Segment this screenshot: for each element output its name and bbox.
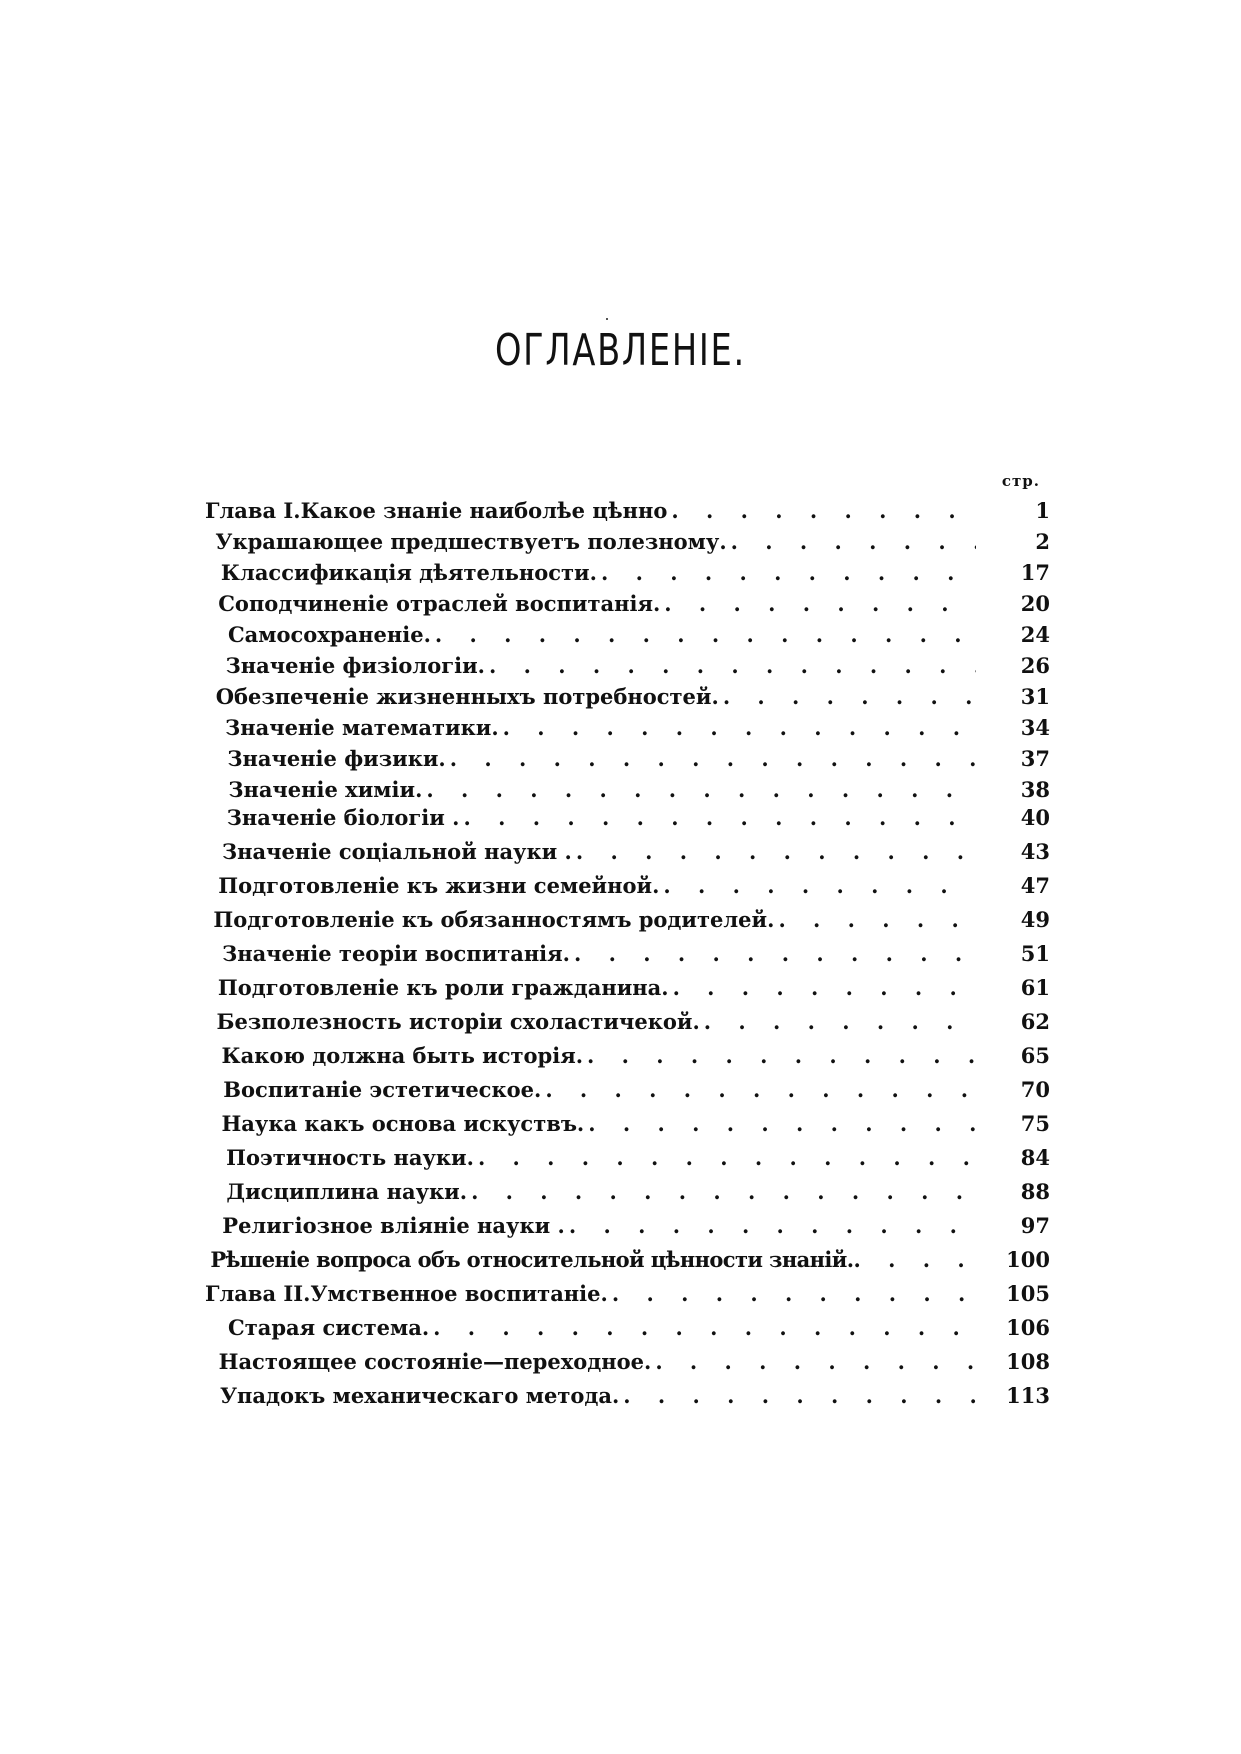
page-number: 34 bbox=[1020, 715, 1050, 740]
page-number: 17 bbox=[1020, 560, 1050, 585]
dot-leader bbox=[471, 1179, 976, 1204]
entry-title: Какою должна быть исторія. bbox=[221, 1043, 584, 1068]
toc-entry bbox=[205, 805, 1050, 837]
entry-title: Обезпеченіе жизненныхъ потребностей. bbox=[215, 684, 719, 709]
toc-entry bbox=[205, 746, 1050, 778]
page-number: 84 bbox=[1020, 1145, 1050, 1170]
page-number: 38 bbox=[1020, 777, 1050, 802]
dot-leader bbox=[655, 1349, 976, 1374]
dot-leader bbox=[489, 653, 976, 678]
dot-leader bbox=[433, 1315, 976, 1340]
toc-entry bbox=[205, 873, 1050, 905]
toc-entry bbox=[205, 1213, 1050, 1245]
chapter-label: Глава I. bbox=[205, 498, 301, 523]
dot-leader bbox=[545, 1077, 976, 1102]
page-number: 20 bbox=[1020, 591, 1050, 616]
dot-leader bbox=[587, 1043, 976, 1068]
dot-leader bbox=[435, 622, 976, 647]
dot-leader bbox=[601, 560, 976, 585]
toc-entry bbox=[205, 1179, 1050, 1211]
entry-title: Дисциплина науки. bbox=[226, 1179, 468, 1204]
page-number: 108 bbox=[1006, 1349, 1050, 1374]
page-number: 51 bbox=[1020, 941, 1050, 966]
toc-entry bbox=[205, 1111, 1050, 1143]
entry-title: Религіозное вліяніе науки . bbox=[222, 1213, 565, 1238]
toc-entry bbox=[205, 622, 1050, 654]
dot-leader bbox=[478, 1145, 976, 1170]
toc-entry bbox=[205, 1315, 1050, 1347]
dot-leader bbox=[588, 1111, 976, 1136]
toc-entry bbox=[205, 839, 1050, 871]
entry-title: Подготовленіе къ жизни семейной. bbox=[218, 873, 660, 898]
page-number: 43 bbox=[1020, 839, 1050, 864]
page-number: 37 bbox=[1020, 746, 1050, 771]
page-number: 65 bbox=[1020, 1043, 1050, 1068]
dot-leader bbox=[723, 684, 976, 709]
toc-entry bbox=[205, 1349, 1050, 1381]
entry-title: Значеніе физіологіи. bbox=[225, 653, 485, 678]
entry-title: Старая система. bbox=[228, 1315, 430, 1340]
page-number: 49 bbox=[1020, 907, 1050, 932]
entry-title: Значеніе соціальной науки . bbox=[221, 839, 572, 864]
page-number: 100 bbox=[1006, 1247, 1050, 1272]
dot-leader bbox=[569, 1213, 976, 1238]
toc-entry bbox=[205, 1145, 1050, 1177]
toc-entry bbox=[205, 715, 1050, 747]
page-number: 105 bbox=[1006, 1281, 1050, 1306]
toc-entry bbox=[205, 1281, 1050, 1313]
page-title: ОГЛАВЛЕНІЕ. bbox=[494, 325, 746, 376]
page-number: 47 bbox=[1020, 873, 1050, 898]
page-number: 70 bbox=[1020, 1077, 1050, 1102]
toc-entry bbox=[205, 560, 1050, 592]
page-number: 97 bbox=[1020, 1213, 1050, 1238]
page-number: 24 bbox=[1020, 622, 1050, 647]
entry-title: Значеніе біологіи . bbox=[226, 805, 460, 830]
page-number: 75 bbox=[1020, 1111, 1050, 1136]
page-number: 31 bbox=[1020, 684, 1050, 709]
entry-title: Рѣшеніе вопроса объ относительной цѣнности знаній. bbox=[210, 1247, 854, 1272]
entry-title: Классификація дѣятельности. bbox=[220, 560, 597, 585]
dot-leader bbox=[663, 873, 976, 898]
toc-entry bbox=[205, 1009, 1050, 1041]
toc-entry bbox=[205, 653, 1050, 685]
page-column-header: стр. bbox=[1001, 472, 1040, 490]
toc-entry bbox=[205, 1247, 1050, 1279]
toc-entry bbox=[205, 941, 1050, 973]
dot-leader bbox=[853, 1247, 980, 1272]
dot-leader bbox=[673, 975, 976, 1000]
entry-title: Самосохраненіе. bbox=[227, 622, 431, 647]
page-number: 106 bbox=[1006, 1315, 1050, 1340]
entry-title: Настоящее состояніе—переходное. bbox=[218, 1349, 652, 1374]
toc-entry bbox=[205, 498, 1050, 530]
dot-leader bbox=[778, 907, 976, 932]
page-number: 62 bbox=[1020, 1009, 1050, 1034]
dot-leader bbox=[623, 1383, 976, 1408]
ink-speck bbox=[606, 318, 608, 320]
dot-leader bbox=[671, 498, 976, 523]
page-number: 61 bbox=[1020, 975, 1050, 1000]
dot-leader bbox=[574, 941, 976, 966]
toc-entry bbox=[205, 684, 1050, 716]
entry-title: Безполезность исторіи схоластичекой. bbox=[216, 1009, 700, 1034]
dot-leader bbox=[503, 715, 976, 740]
page-number: 1 bbox=[1035, 498, 1050, 523]
dot-leader bbox=[612, 1281, 976, 1306]
dot-leader bbox=[664, 591, 976, 616]
toc-entry bbox=[205, 1077, 1050, 1109]
page-number: 113 bbox=[1006, 1383, 1050, 1408]
entry-title: Украшающее предшествуетъ полезному. bbox=[215, 529, 727, 554]
chapter-label: Глава II. bbox=[205, 1281, 311, 1306]
dot-leader bbox=[426, 777, 976, 802]
page-number: 40 bbox=[1020, 805, 1050, 830]
entry-title: Воспитаніе эстетическое. bbox=[223, 1077, 542, 1102]
entry-title: Значеніе математики. bbox=[225, 715, 499, 740]
toc-entry bbox=[205, 591, 1050, 623]
entry-title: Поэтичность науки. bbox=[226, 1145, 474, 1170]
entry-title: Наука какъ основа искуствъ. bbox=[221, 1111, 585, 1136]
dot-leader bbox=[450, 746, 976, 771]
page-number: 2 bbox=[1035, 529, 1050, 554]
dot-leader bbox=[463, 805, 976, 830]
entry-title: Подготовленіе къ роли гражданина. bbox=[217, 975, 669, 1000]
dot-leader bbox=[704, 1009, 976, 1034]
entry-title: Значеніе физики. bbox=[227, 746, 446, 771]
toc-entry bbox=[205, 529, 1050, 561]
dot-leader bbox=[576, 839, 976, 864]
entry-title: Подготовленіе къ обязанностямъ родителей. bbox=[213, 907, 775, 932]
page-number: 88 bbox=[1020, 1179, 1050, 1204]
page-number: 26 bbox=[1020, 653, 1050, 678]
entry-title: Соподчиненіе отраслей воспитанія. bbox=[218, 591, 661, 616]
toc-entry bbox=[205, 1383, 1050, 1415]
entry-title: Упадокъ механическаго метода. bbox=[219, 1383, 620, 1408]
entry-title: Значеніе химіи. bbox=[228, 777, 423, 802]
toc-entry bbox=[205, 907, 1050, 939]
dot-leader bbox=[731, 529, 976, 554]
entry-title: Значеніе теоріи воспитанія. bbox=[222, 941, 570, 966]
toc-entry bbox=[205, 1043, 1050, 1075]
entry-title: Умственное воспитаніе. bbox=[310, 1281, 608, 1306]
entry-title: Какое знаніе наиболѣе цѣнно bbox=[300, 498, 668, 523]
toc-entry bbox=[205, 975, 1050, 1007]
